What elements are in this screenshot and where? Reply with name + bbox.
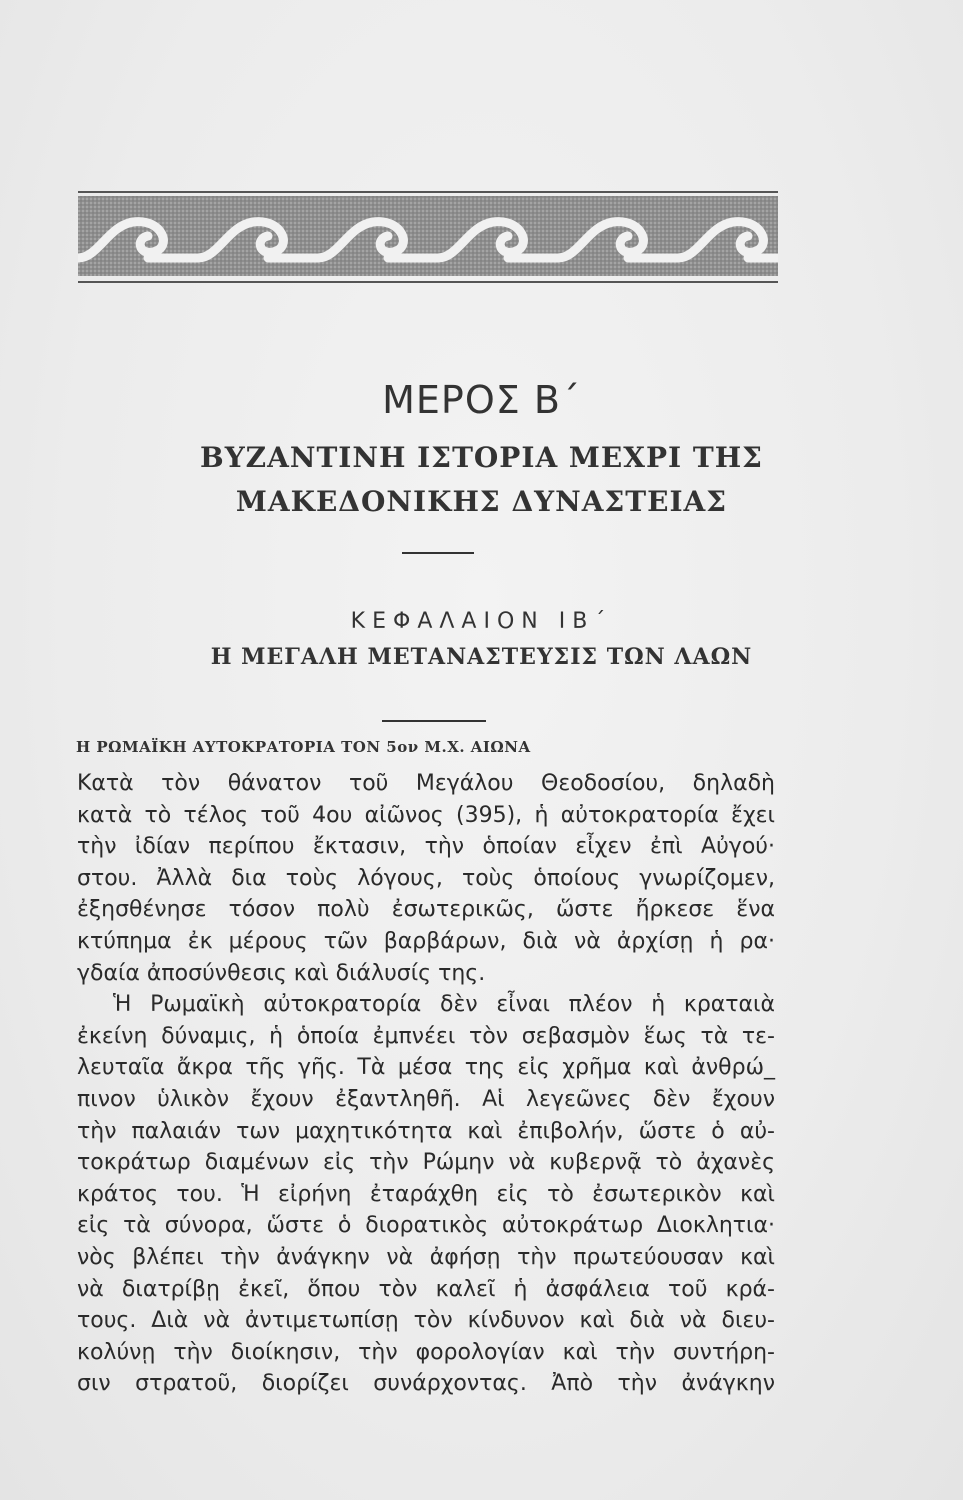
chapter-title: Η ΜΕΓΑΛΗ ΜΕΤΑΝΑΣΤΕΥΣΙΣ ΤΩΝ ΛΑΩΝ <box>210 644 753 670</box>
divider-rule <box>382 720 486 722</box>
text-line: ἐκείνη δύναμις, ἡ ὁποία ἐμπνέει τὸν σεβασμὸν ἕως τὰ τε- <box>77 1023 775 1049</box>
text-line: γδαία ἀποσύνθεσις καὶ διάλυσίς της. <box>77 960 486 986</box>
section-heading: Η ΡΩΜΑΪΚΗ ΑΥΤΟΚΡΑΤΟΡΙΑ ΤΟΝ 5ον Μ.Χ. ΑΙΩΝΑ <box>76 738 531 756</box>
text-line: ἐξησθένησε τόσον πολὺ ἐσωτερικῶς, ὥστε ἤρκεσε ἕνα <box>77 897 775 923</box>
part-title: ΜΕΡΟΣ Β΄ <box>382 378 581 422</box>
divider-rule <box>402 552 474 554</box>
greek-wave-ornament <box>78 186 778 286</box>
book-subtitle-line-1: ΒΥΖΑΝΤΙΝΗ ΙΣΤΟΡΙΑ ΜΕΧΡΙ ΤΗΣ <box>200 441 763 474</box>
text-line: Κατὰ τὸν θάνατον τοῦ Μεγάλου Θεοδοσίου, δηλαδὴ <box>77 771 775 796</box>
text-line: τοκράτωρ διαμένων εἰς τὴν Ρώμην νὰ κυβερνᾷ τὸ ἀχανὲς <box>77 1150 775 1176</box>
text-line: κατὰ τὸ τέλος τοῦ 4ου αἰῶνος (395), ἡ αὐτοκρατορία ἔχει <box>77 802 775 828</box>
text-line: κτύπημα ἐκ μέρους τῶν βαρβάρων, διὰ νὰ ἀρχίσῃ ἡ ρα· <box>77 928 775 954</box>
text-line: πινον ὑλικὸν ἔχουν ἐξαντληθῆ. Αἱ λεγεῶνες δὲν ἔχουν <box>77 1086 775 1112</box>
text-line: τους. Διὰ νὰ ἀντιμετωπίσῃ τὸν κίνδυνον καὶ διὰ νὰ διευ- <box>77 1308 775 1334</box>
book-subtitle-line-2: ΜΑΚΕΔΟΝΙΚΗΣ ΔΥΝΑΣΤΕΙΑΣ <box>235 485 728 518</box>
text-line: τὴν ἰδίαν περίπου ἔκτασιν, τὴν ὁποίαν εἶχεν ἐπὶ Αὐγού· <box>77 834 775 860</box>
text-line: κολύνῃ τὴν διοίκησιν, τὴν φορολογίαν καὶ τὴν συντήρη- <box>77 1339 775 1365</box>
body-text <box>77 768 775 1400</box>
text-line: τὴν παλαιάν των μαχητικότητα καὶ ἐπιβολήν, ὥστε ὁ αὐ- <box>77 1118 775 1144</box>
text-line: σιν στρατοῦ, διορίζει συνάρχοντας. Ἀπὸ τὴν ἀνάγκην <box>77 1371 775 1397</box>
text-line: λευταῖα ἄκρα τῆς γῆς. Τὰ μέσα της εἰς χρῆμα καὶ ἀνθρώ_ <box>77 1055 775 1081</box>
chapter-label: ΚΕΦΑΛΑΙΟΝ ΙΒ΄ <box>350 609 613 634</box>
text-line: νὸς βλέπει τὴν ἀνάγκην νὰ ἀφήσῃ τὴν πρωτεύουσαν καὶ <box>77 1244 775 1270</box>
text-line: κράτος του. Ἡ εἰρήνη ἐταράχθη εἰς τὸ ἐσωτερικὸν καὶ <box>77 1181 775 1207</box>
text-line: νὰ διατρίβῃ ἐκεῖ, ὅπου τὸν καλεῖ ἡ ἀσφάλεια τοῦ κρά- <box>77 1276 775 1302</box>
text-line: εἰς τὰ σύνορα, ὥστε ὁ διορατικὸς αὐτοκράτωρ Διοκλητια· <box>77 1213 775 1239</box>
text-line: στου. Ἀλλὰ δια τοὺς λόγους, τοὺς ὁποίους γνωρίζομεν, <box>77 865 775 891</box>
text-line: Ἡ Ρωμαϊκὴ αὐτοκρατορία δὲν εἶναι πλέον ἡ κραταιὰ <box>113 992 775 1018</box>
